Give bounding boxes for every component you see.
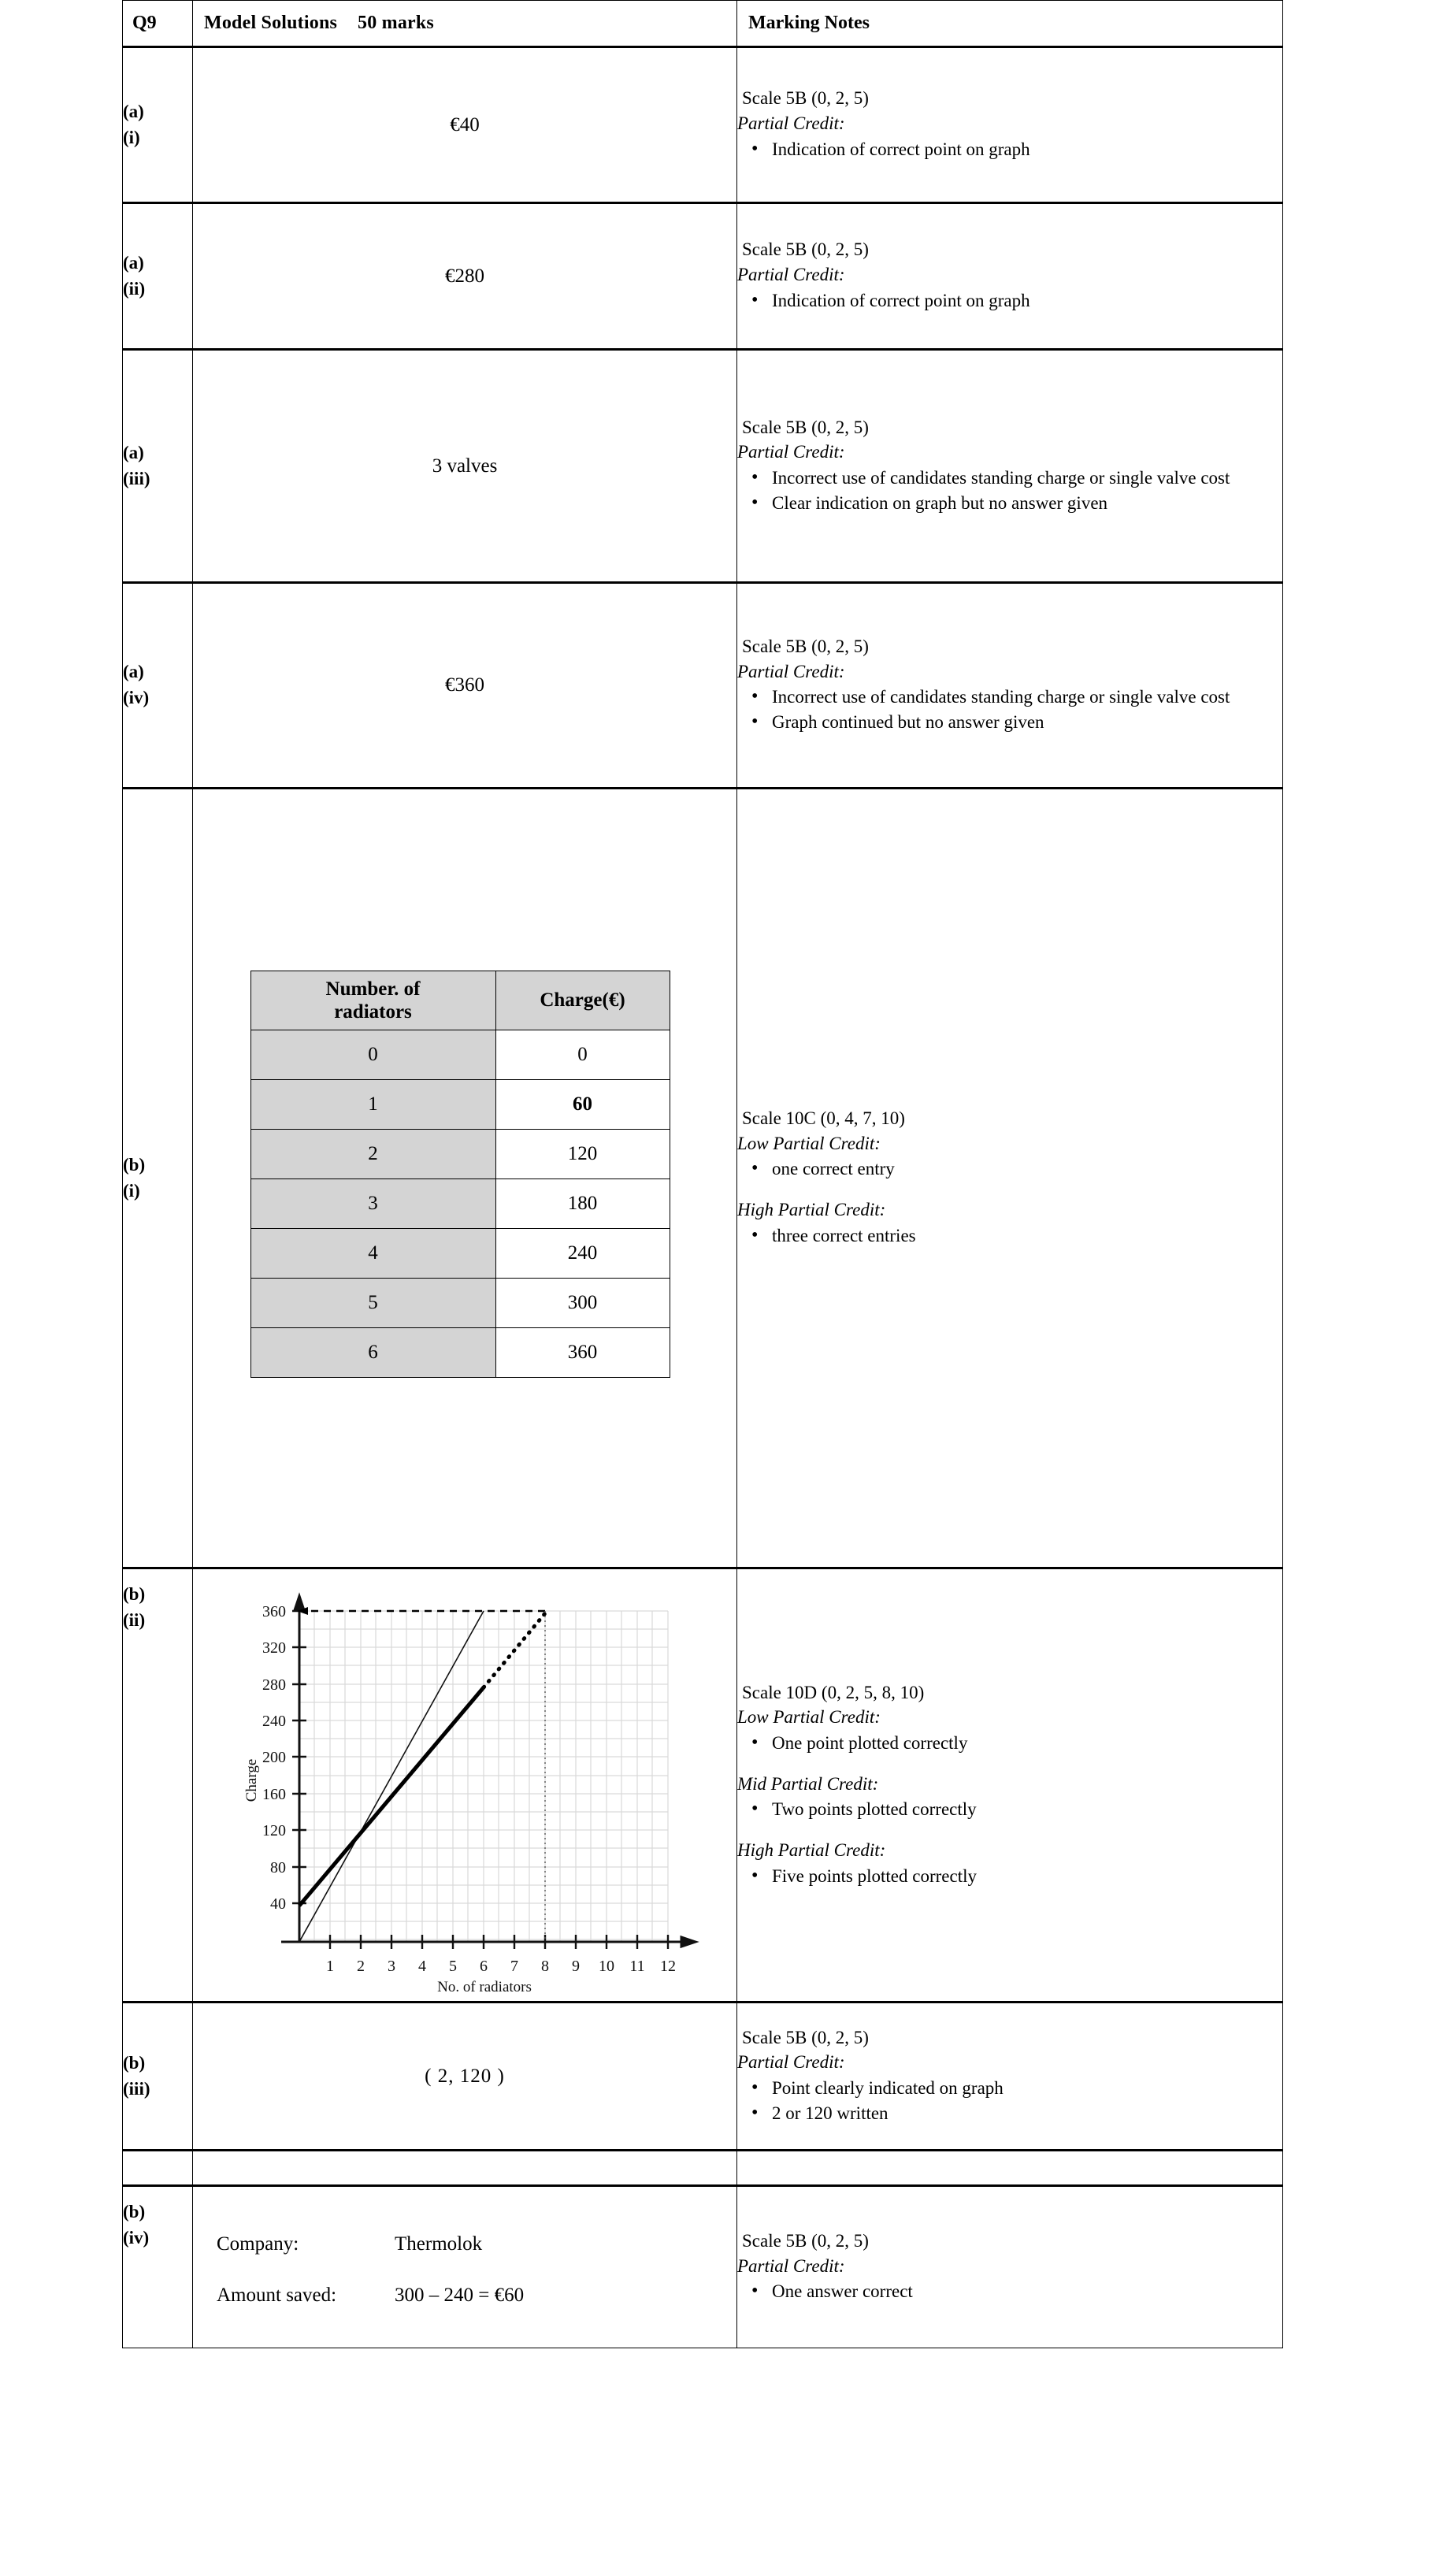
- bullet-item: • Incorrect use of candidates standing charge or single valve cost: [751, 685, 1282, 709]
- table-row: [250, 1080, 670, 1130]
- svg-text:120: 120: [262, 1822, 286, 1839]
- charge-value-cell: 60: [495, 1080, 670, 1130]
- question-label-a-iii: [123, 350, 193, 583]
- solution-b-ii: [193, 1568, 737, 2003]
- bullet-list: [737, 289, 1282, 313]
- grid-lines: [299, 1611, 668, 1942]
- part-label: (b): [123, 2202, 146, 2222]
- svg-text:80: 80: [270, 1859, 286, 1876]
- header-marking-notes-label: Marking Notes: [748, 13, 870, 33]
- partial-credit-label: Partial Credit:: [737, 2255, 845, 2276]
- solution-a-iv: [193, 583, 737, 789]
- charge-value-cell: 0: [495, 1030, 670, 1080]
- sub-label: (i): [123, 1180, 140, 1201]
- marking-notes-a-iv: [737, 583, 1283, 789]
- bullet-item: • Indication of correct point on graph: [751, 289, 1282, 313]
- charge-value-cell: 240: [495, 1229, 670, 1279]
- header-marking-notes-cell: [737, 1, 1283, 47]
- high-partial-credit-label: High Partial Credit:: [737, 1840, 886, 1861]
- svg-text:160: 160: [262, 1786, 286, 1803]
- table-row-b-ii: [123, 1568, 1283, 2003]
- bullet-list: [737, 1157, 1282, 1181]
- bullet-list: [737, 2077, 1282, 2125]
- bullet-item: • Graph continued but no answer given: [751, 711, 1282, 734]
- spacer-cell-notes: [737, 2151, 1283, 2186]
- radiator-header-line1: Number. of: [325, 978, 421, 1000]
- sub-label: (iii): [123, 2078, 150, 2099]
- svg-text:240: 240: [262, 1713, 286, 1730]
- sub-label: (ii): [123, 1609, 146, 1630]
- solution-b-iv: [193, 2186, 737, 2348]
- radiator-header-cell: [250, 971, 495, 1030]
- svg-text:1: 1: [326, 1958, 334, 1975]
- header-question-label: Q9: [132, 13, 157, 33]
- low-partial-credit-label: Low Partial Credit:: [737, 1707, 881, 1728]
- table-row: [250, 1130, 670, 1179]
- marking-scheme-table: [122, 0, 1283, 2348]
- radiator-count-cell: 1: [250, 1080, 495, 1130]
- table-row: [250, 1179, 670, 1229]
- amount-saved-value: 300 – 240 = €60: [395, 2285, 525, 2306]
- header-model-solutions-label: Model Solutions: [204, 13, 338, 33]
- low-partial-credit-label: Low Partial Credit:: [737, 1133, 881, 1153]
- bullet-list: [737, 2280, 1282, 2303]
- table-row-b-iv: [123, 2186, 1283, 2348]
- table-row: [250, 1229, 670, 1279]
- mid-partial-credit-label: Mid Partial Credit:: [737, 1773, 879, 1794]
- svg-text:5: 5: [449, 1958, 457, 1975]
- svg-text:3: 3: [388, 1958, 395, 1975]
- spacer-cell-solution: [193, 2151, 737, 2186]
- x-axis-labels: [326, 1958, 676, 1975]
- table-row: [250, 1030, 670, 1080]
- bullet-item: • Incorrect use of candidates standing charge or single valve cost: [751, 466, 1282, 490]
- table-row-a-i: [123, 47, 1283, 203]
- table-row-a-iii: [123, 350, 1283, 583]
- bullet-item: • three correct entries: [751, 1224, 1282, 1248]
- spacer: [737, 1182, 1282, 1198]
- svg-text:2: 2: [357, 1958, 365, 1975]
- header-model-solutions-cell: [193, 1, 737, 47]
- marking-notes-a-iii: [737, 350, 1283, 583]
- partial-credit-label: Partial Credit:: [737, 442, 845, 462]
- sub-label: (iv): [123, 2227, 150, 2248]
- charge-value-cell: 120: [495, 1130, 670, 1179]
- table-row-a-ii: [123, 203, 1283, 350]
- sub-label: (iv): [123, 688, 150, 707]
- company-value: Thermolok: [395, 2233, 483, 2255]
- part-label: (b): [123, 1154, 146, 1175]
- marking-notes-b-iii: [737, 2003, 1283, 2151]
- scale-text: Scale 5B (0, 2, 5): [742, 88, 869, 109]
- bullet-item: • Clear indication on graph but no answer given: [751, 492, 1282, 515]
- solution-b-i: [193, 789, 737, 1568]
- svg-text:11: 11: [629, 1958, 645, 1975]
- table-row-a-iv: [123, 583, 1283, 789]
- question-label-b-iv: [123, 2186, 193, 2348]
- graph-svg: [224, 1583, 705, 1993]
- radiator-charge-table: [250, 971, 670, 1378]
- partial-credit-label: Partial Credit:: [737, 113, 845, 134]
- radiator-table-header-row: [250, 971, 670, 1030]
- solution-a-iii: [193, 350, 737, 583]
- answer-block: [193, 2211, 736, 2324]
- solution-text: 3 valves: [432, 455, 498, 477]
- spacer: [737, 1757, 1282, 1772]
- scale-text: Scale 10D (0, 2, 5, 8, 10): [742, 1682, 925, 1702]
- header-marks-label: 50 marks: [358, 13, 434, 33]
- bullet-item: • one correct entry: [751, 1157, 1282, 1181]
- svg-text:40: 40: [270, 1895, 286, 1913]
- bullet-list: [737, 466, 1282, 515]
- bullet-item: • Point clearly indicated on graph: [751, 2077, 1282, 2100]
- company-label: Company:: [217, 2233, 299, 2255]
- charge-value-cell: 360: [495, 1328, 670, 1378]
- part-label: (a): [123, 252, 144, 273]
- company-row: [217, 2233, 736, 2255]
- charge-vs-radiators-graph: [193, 1569, 736, 2001]
- scale-text: Scale 5B (0, 2, 5): [742, 2230, 869, 2251]
- bullet-item: • One answer correct: [751, 2280, 1282, 2303]
- svg-text:7: 7: [510, 1958, 518, 1975]
- radiator-header-line2: radiators: [334, 1001, 412, 1023]
- table-row-b-iii: [123, 2003, 1283, 2151]
- radiator-count-cell: 6: [250, 1328, 495, 1378]
- scale-text: Scale 5B (0, 2, 5): [742, 417, 869, 437]
- solution-a-i: [193, 47, 737, 203]
- svg-text:10: 10: [599, 1958, 614, 1975]
- bullet-item: • Indication of correct point on graph: [751, 138, 1282, 161]
- partial-credit-label: Partial Credit:: [737, 2052, 845, 2073]
- x-axis-title: No. of radiators: [437, 1979, 532, 1993]
- table-row-b-i: [123, 789, 1283, 1568]
- bullet-list: [737, 1732, 1282, 1755]
- partial-credit-label: Partial Credit:: [737, 265, 845, 285]
- bullet-list: [737, 138, 1282, 161]
- radiator-table-wrapper: [193, 947, 736, 1409]
- marking-notes-b-ii: [737, 1568, 1283, 2003]
- solution-text: €360: [445, 674, 484, 696]
- marking-notes-b-i: [737, 789, 1283, 1568]
- scale-text: Scale 10C (0, 4, 7, 10): [742, 1108, 905, 1129]
- question-label-a-ii: [123, 203, 193, 350]
- solution-b-iii: [193, 2003, 737, 2151]
- part-label: (b): [123, 2052, 146, 2073]
- bullet-item: • One point plotted correctly: [751, 1732, 1282, 1755]
- partial-credit-label: Partial Credit:: [737, 661, 845, 681]
- radiator-count-cell: 2: [250, 1130, 495, 1179]
- marking-notes-a-i: [737, 47, 1283, 203]
- marking-notes-a-ii: [737, 203, 1283, 350]
- table-row: [250, 1328, 670, 1378]
- solution-text: €280: [445, 265, 484, 287]
- svg-text:9: 9: [572, 1958, 580, 1975]
- radiator-count-cell: 3: [250, 1179, 495, 1229]
- part-label: (a): [123, 662, 144, 682]
- question-label-a-iv: [123, 583, 193, 789]
- charge-value-cell: 180: [495, 1179, 670, 1229]
- table-header-row: [123, 1, 1283, 47]
- svg-text:8: 8: [541, 1958, 549, 1975]
- scale-text: Scale 5B (0, 2, 5): [742, 2027, 869, 2047]
- radiator-count-cell: 0: [250, 1030, 495, 1080]
- marking-notes-b-iv: [737, 2186, 1283, 2348]
- bullet-item: • Five points plotted correctly: [751, 1865, 1282, 1888]
- amount-saved-label: Amount saved:: [217, 2285, 337, 2306]
- header-question-cell: [123, 1, 193, 47]
- solution-a-ii: [193, 203, 737, 350]
- svg-text:4: 4: [418, 1958, 426, 1975]
- y-axis-title: Charge: [243, 1758, 260, 1802]
- bullet-list: [737, 685, 1282, 734]
- bullet-list: [737, 1224, 1282, 1248]
- y-axis-labels: [262, 1603, 286, 1913]
- charge-header-cell: Charge(€): [495, 971, 670, 1030]
- bullet-item: • Two points plotted correctly: [751, 1798, 1282, 1821]
- svg-text:200: 200: [262, 1749, 286, 1766]
- sub-label: (i): [123, 127, 140, 147]
- spacer: [737, 1823, 1282, 1839]
- part-label: (b): [123, 1584, 146, 1604]
- table-spacer-row: [123, 2151, 1283, 2186]
- part-label: (a): [123, 101, 144, 121]
- solution-text: ( 2, 120 ): [425, 2065, 505, 2087]
- bullet-list: [737, 1798, 1282, 1821]
- scale-text: Scale 5B (0, 2, 5): [742, 239, 869, 260]
- svg-text:320: 320: [262, 1639, 286, 1657]
- high-partial-credit-label: High Partial Credit:: [737, 1200, 886, 1220]
- bullet-item: • 2 or 120 written: [751, 2102, 1282, 2125]
- svg-text:360: 360: [262, 1603, 286, 1620]
- charge-value-cell: 300: [495, 1279, 670, 1328]
- table-row: [250, 1279, 670, 1328]
- svg-text:12: 12: [660, 1958, 676, 1975]
- svg-text:280: 280: [262, 1676, 286, 1694]
- bullet-list: [737, 1865, 1282, 1888]
- question-label-a-i: [123, 47, 193, 203]
- amount-saved-row: [217, 2285, 736, 2307]
- spacer-cell-question: [123, 2151, 193, 2186]
- question-label-b-i: [123, 789, 193, 1568]
- question-label-b-ii: [123, 1568, 193, 2003]
- svg-text:6: 6: [480, 1958, 488, 1975]
- sub-label: (ii): [123, 278, 146, 299]
- part-label: (a): [123, 442, 144, 462]
- sub-label: (iii): [123, 468, 150, 488]
- radiator-count-cell: 4: [250, 1229, 495, 1279]
- scale-text: Scale 5B (0, 2, 5): [742, 637, 869, 657]
- solution-text: €40: [450, 113, 480, 135]
- axes: [281, 1596, 696, 1947]
- radiator-count-cell: 5: [250, 1279, 495, 1328]
- question-label-b-iii: [123, 2003, 193, 2151]
